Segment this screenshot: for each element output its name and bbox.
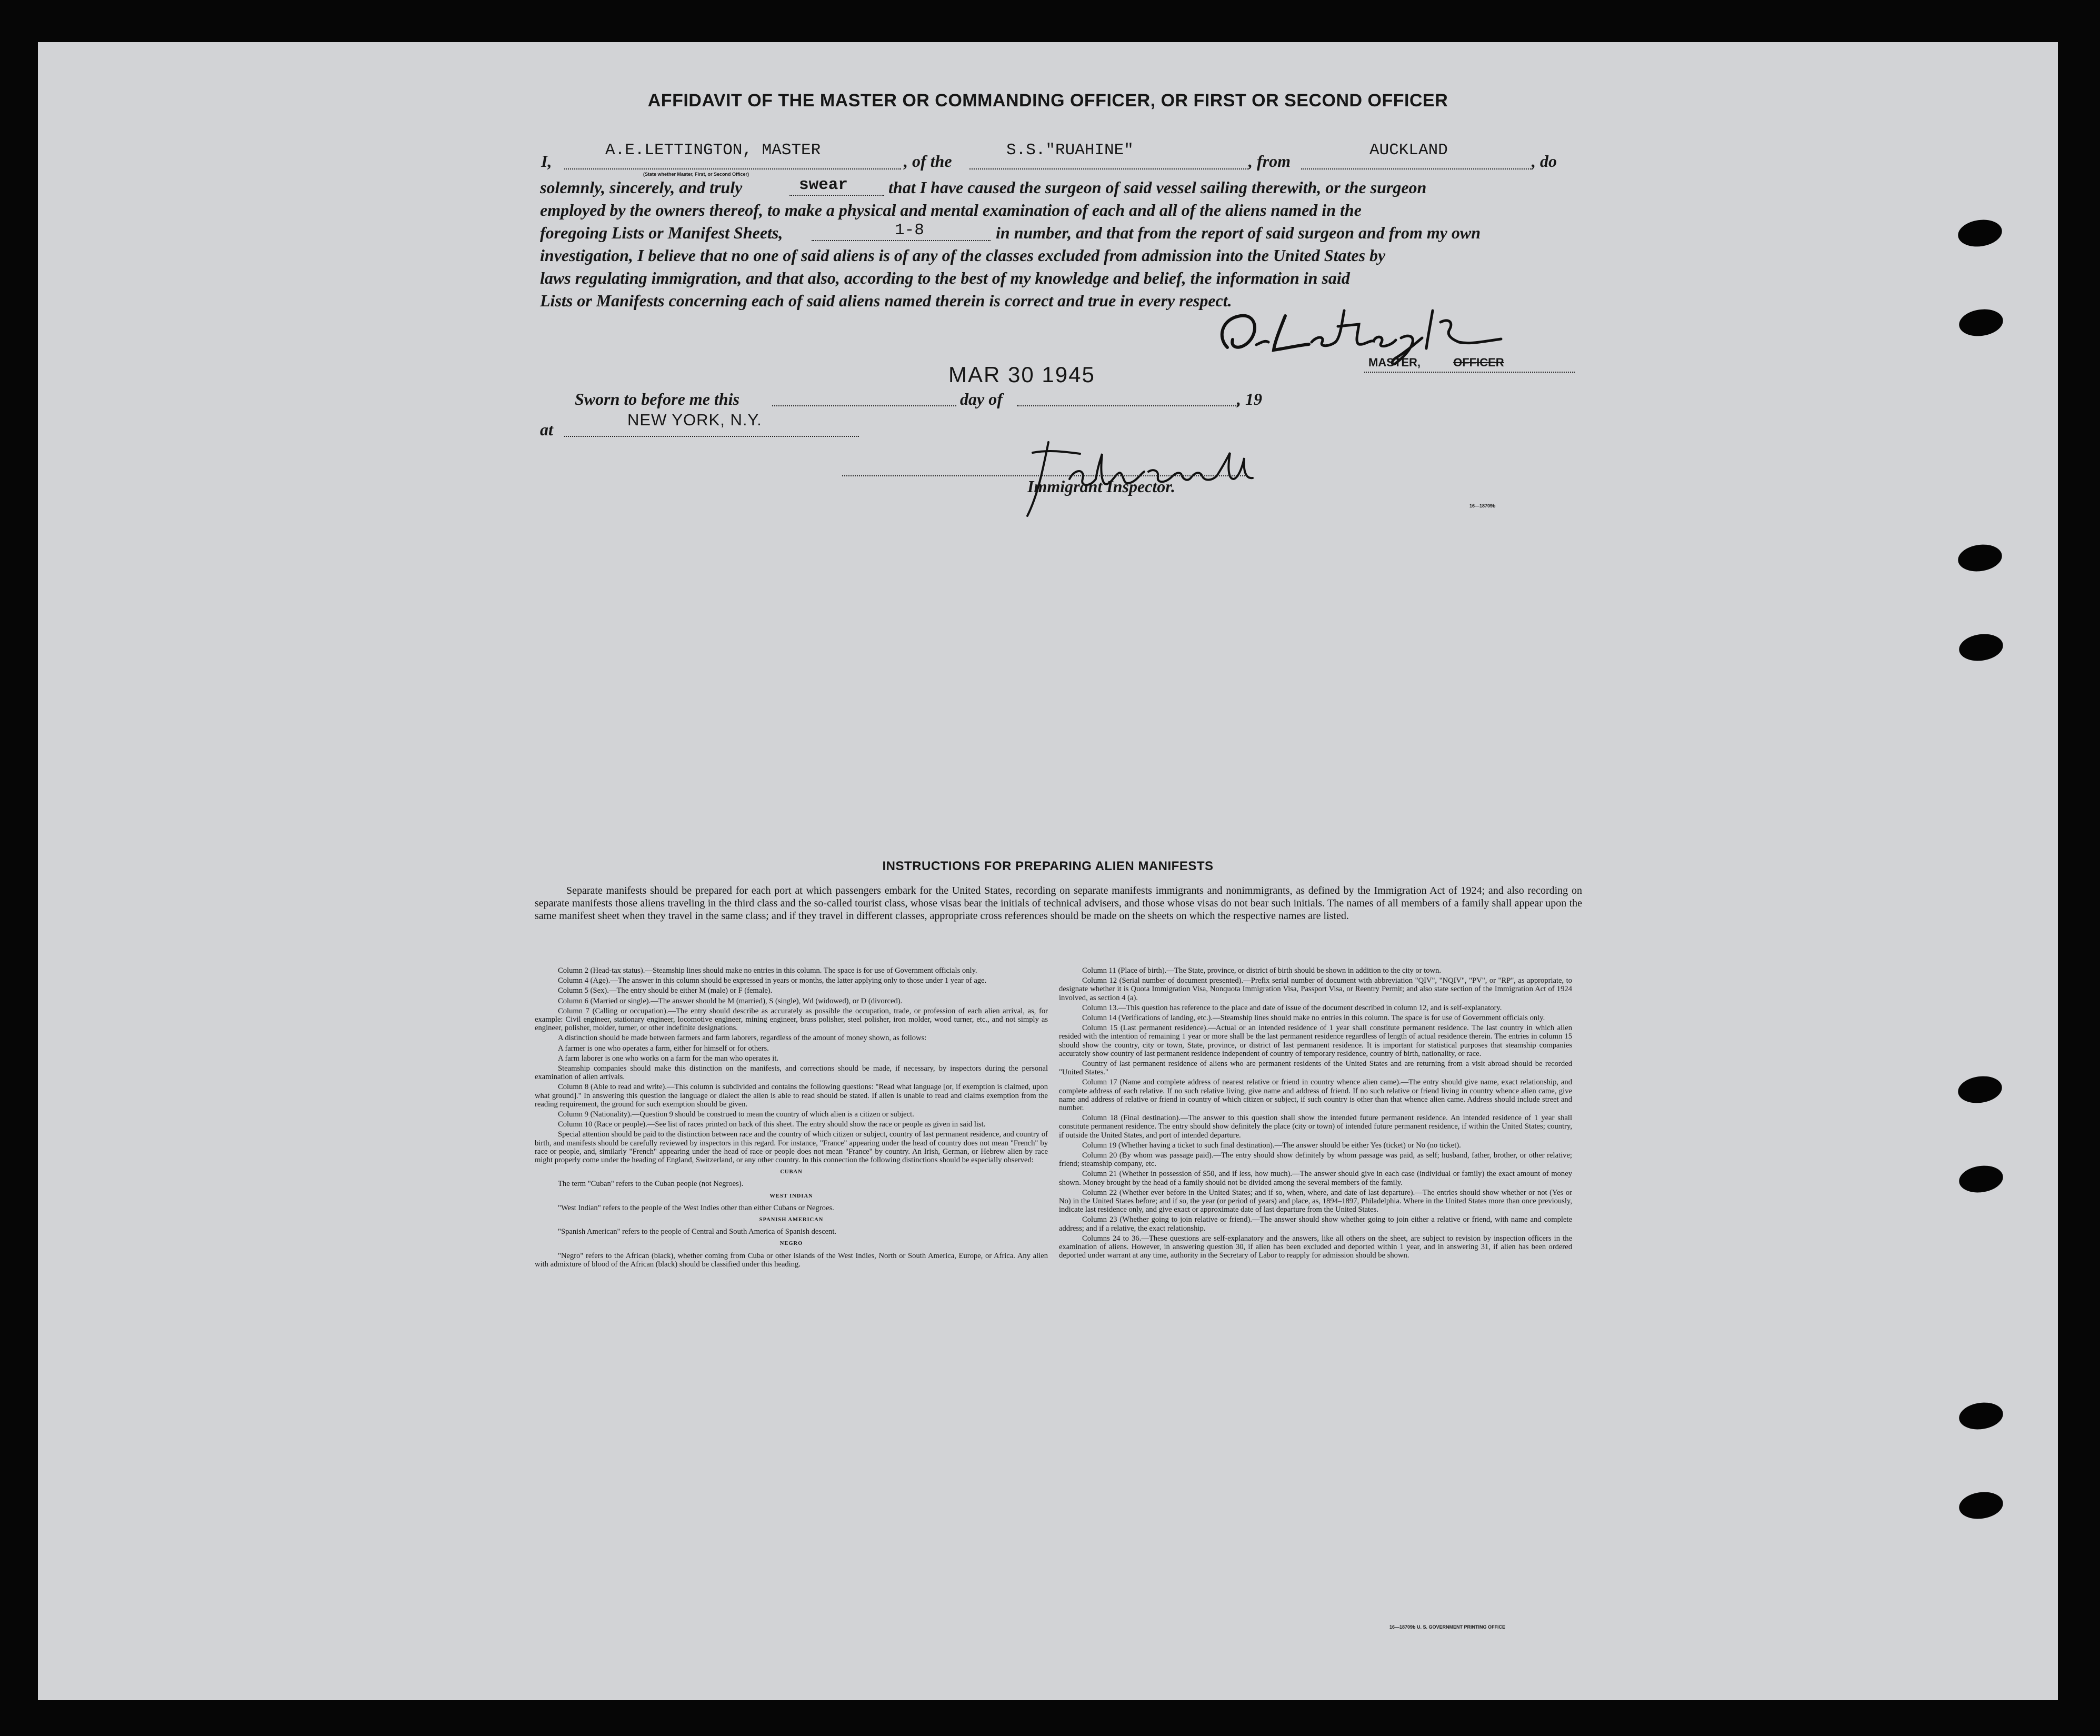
master-caption: MASTER, xyxy=(1368,356,1421,369)
officer-name-line xyxy=(564,168,901,169)
officer-name: A.E.LETTINGTON, MASTER xyxy=(605,141,821,159)
instructions-intro: Separate manifests should be prepared for each port at which passengers embark for the United States, recording on separate manifests immigrants and nonimmigrants, as defined by the Immigration Act of 1924; and also recording on separate manifests those aliens traveling in the third class and the so-called tourist class, whose visas bear the initials of technical advisers, and those whose visas do not bear such initials. The names of all members of a family shall appear upon the same manifest sheet when they travel in the same class; and if they travel in different classes, appropriate cross references should be made on the sheets on which the respective names are listed. xyxy=(535,885,1582,922)
instruction-col10: Column 10 (Race or people).—See list of races printed on back of this sheet. The entry should show the race or people as given in said list. xyxy=(558,1120,986,1129)
instruction-col23: Column 23 (Whether going to join relative or friend).—The answer should show whether going to join either a relative or friend, with name and complete address; and if a relative, the exact relationship. xyxy=(1059,1215,1572,1233)
sworn-day-line xyxy=(772,405,956,406)
place-line xyxy=(564,436,859,437)
binder-hole xyxy=(1956,217,2004,249)
affidavit-line7: Lists or Manifests concerning each of said aliens named therein is correct and true in every respect. xyxy=(540,291,1232,310)
from-text: , from xyxy=(1248,152,1291,171)
instruction-col15: Column 15 (Last permanent residence).—Actual or an intended residence of 1 year shall constitute permanent residence. The last country in which alien resided with the intention of remaining 1 year or more shall be the last permanent residence regardless of length of actual residence therein. The entries in column 15 should show the country, city or town, State, province, or district of last permanent residence. It is important for statistical purposes that steamship companies accurately show country of last permanent residence independent of country of temporary residence, country of birth, nationality, or race. xyxy=(1059,1024,1572,1058)
oath-word: swear xyxy=(799,176,848,194)
year-prefix: , 19 xyxy=(1237,390,1262,408)
instruction-steamship-distinction: Steamship companies should make this distinction on the manifests, and corrections should be made, if necessary, by inspectors during the personal examination of alien arrivals. xyxy=(535,1064,1048,1082)
affidavit-line2a: solemnly, sincerely, and truly xyxy=(540,178,743,197)
instruction-col8: Column 8 (Able to read and write).—This column is subdivided and contains the following questions: "Read what language [or, if exemption is claimed, upon what ground]." In answering this question the language or dialect the alien is able to read should be stated. If alien is unable to read and claims exemption from the reading requirement, the ground for such exemption should be given. xyxy=(535,1083,1048,1109)
signature-caption xyxy=(1368,356,1504,370)
inspector-line xyxy=(842,475,1247,476)
instruction-col24-36: Columns 24 to 36.—These questions are self-explanatory and the answers, like all others on the sheet, are subject to revision by inspection officers in the examination of aliens. However, in answering question 30, if alien has been excluded and deported within 1 year, and in answering 31, if alien has been ordered deported under warrant at any time, authority in the Secretary of Labor to reapply for admission should be shown. xyxy=(1059,1234,1572,1260)
instruction-col18: Column 18 (Final destination).—The answer to this question shall show the intended future permanent residence. An intended residence of 1 year shall constitute permanent residence. The entry should show definitely the place (city or town) of intended future permanent residence, if within the United States; country, if outside the United States, and port of intended departure. xyxy=(1059,1114,1572,1140)
affidavit-line3: employed by the owners thereof, to make a physical and mental examination of each and all of the aliens named in the xyxy=(540,201,1362,220)
sheet-count: 1-8 xyxy=(895,221,924,240)
instructions-right-column xyxy=(1059,966,1572,1262)
binder-hole xyxy=(1957,1163,2005,1195)
sheets-line xyxy=(812,240,991,241)
affidavit-title: AFFIDAVIT OF THE MASTER OR COMMANDING OFFICER, OR FIRST OR SECOND OFFICER xyxy=(647,91,1448,111)
affidavit-line2b: that I have caused the surgeon of said vessel sailing therewith, or the surgeon xyxy=(888,178,1427,197)
inspector-signature xyxy=(1006,421,1291,526)
affidavit-line5: investigation, I believe that no one of said aliens is of any of the classes excluded from admission into the United States by xyxy=(540,246,1386,265)
instruction-col6: Column 6 (Married or single).—The answer should be M (married), S (single), Wd (widowed), or D (divorced). xyxy=(558,996,903,1005)
instruction-col12: Column 12 (Serial number of document presented).—Prefix serial number of document with abbreviation "QIV", "NQIV", "PV", or "RP", as appropriate, to designate whether it is Quota Immigration Visa, Nonquota Immigration Visa, Passport Visa, or Reentry Permit; and also state section of the Immigration Act of 1924 involved, as section 4 (a). xyxy=(1059,976,1572,1002)
departure-port: AUCKLAND xyxy=(1369,141,1448,159)
day-of-text: day of xyxy=(960,390,1003,408)
instruction-farm-laborer: A farm laborer is one who works on a farm for the man who operates it. xyxy=(558,1054,779,1063)
west-indian-definition: "West Indian" refers to the people of the West Indies other than either Cubans or Negroes. xyxy=(558,1203,834,1212)
instruction-farm-distinction: A distinction should be made between farmers and farm laborers, regardless of the amount of money shown, as follows: xyxy=(558,1034,927,1043)
sworn-place-stamp: NEW YORK, N.Y. xyxy=(627,411,762,429)
instructions-title: INSTRUCTIONS FOR PREPARING ALIEN MANIFESTS xyxy=(882,859,1214,873)
instructions-left-column xyxy=(535,966,1048,1270)
instruction-col4: Column 4 (Age).—The answer in this column should be expressed in years or months, the latter applying only to those under 1 year of age. xyxy=(558,976,987,985)
binder-hole xyxy=(1956,1073,2004,1105)
instruction-col21: Column 21 (Whether in possession of $50, and if less, how much).—The answer should give in each case (individual or family) the exact amount of money shown. Money brought by the head of a family should not be divided among the several members of the family. xyxy=(1059,1170,1572,1187)
negro-heading: NEGRO xyxy=(779,1241,803,1247)
affidavit-line6: laws regulating immigration, and that also, according to the best of my knowledge and belief, the information in said xyxy=(540,268,1350,287)
spanish-american-heading: SPANISH AMERICAN xyxy=(759,1217,824,1223)
sworn-text: Sworn to before me this xyxy=(575,390,739,408)
spanish-american-definition: "Spanish American" refers to the people of Central and South America of Spanish descent. xyxy=(558,1228,837,1236)
sworn-month-line xyxy=(1017,405,1238,406)
instruction-col7: Column 7 (Calling or occupation).—The entry should describe as accurately as possible the occupation, trade, or profession of each alien arrival, as, for example: Civil engineer, stationary engineer, locomotive engineer, mining engineer, brass polisher, steel polisher, iron molder, wood turner, etc., and not simply as engineer, polisher, molder, turner, or other indefinite designations. xyxy=(535,1006,1048,1033)
at-text: at xyxy=(540,420,553,439)
binder-hole xyxy=(1957,306,2005,338)
binder-hole xyxy=(1957,631,2005,663)
instruction-col9: Column 9 (Nationality).—Question 9 should be construed to mean the country of which alien is a citizen or subject. xyxy=(558,1110,914,1119)
west-indian-heading: WEST INDIAN xyxy=(769,1193,813,1199)
instruction-col22: Column 22 (Whether ever before in the United States; and if so, when, where, and date of last departure).—The entries should show whether or not (Yes or No) in the United States before; and if so, the year (or period of years) and place, as, 1894–1897, Philadelphia. Where in the United States more than once previously, indicate last residence only, and give exact or approximate date of last departure from the United States. xyxy=(1059,1188,1572,1214)
instruction-col17: Column 17 (Name and complete address of nearest relative or friend in country whence alien came).—The entry should give name, exact relationship, and complete address of each relative. If no such relative living, give name and address of friend. If no such relative or friend living in country whence alien came, give name and address of relative or friend in country of which citizen or subject, if such country is other than that whence alien came. Address should include street and number. xyxy=(1059,1078,1572,1113)
form-code: 16—18709b xyxy=(1469,503,1496,508)
instruction-col14: Column 14 (Verifications of landing, etc.).—Steamship lines should make no entries in this column. The space is for use of Government officials only. xyxy=(1082,1014,1545,1023)
binder-hole xyxy=(1957,1400,2005,1432)
do-text: , do xyxy=(1532,152,1557,171)
vessel-name: S.S."RUAHINE" xyxy=(1006,141,1134,159)
instruction-country-residence: Country of last permanent residence of aliens who are permanent residents of the United States and are returning from a visit abroad should be recorded "United States." xyxy=(1059,1060,1572,1077)
vessel-line xyxy=(969,168,1248,169)
sworn-date-stamp: MAR 30 1945 xyxy=(948,362,1095,387)
officer-caption: (State whether Master, First, or Second Officer) xyxy=(643,172,749,177)
affidavit-line4a: foregoing Lists or Manifest Sheets, xyxy=(540,223,783,242)
port-line xyxy=(1301,168,1533,169)
instruction-col5: Column 5 (Sex).—The entry should be either M (male) or F (female). xyxy=(558,986,773,995)
binder-hole xyxy=(1957,1489,2005,1521)
instruction-col19: Column 19 (Whether having a ticket to such final destination).—The answer should be either Yes (ticket) or No (no ticket). xyxy=(1082,1141,1461,1150)
binder-hole xyxy=(1956,542,2004,574)
instruction-race-note: Special attention should be paid to the distinction between race and the country of which citizen or subject, country of last permanent residence, and country of birth, and manifests should be carefully reviewed by inspectors in this regard. For instance, "France" appearing under the head of country does not mean "French" by race or people, and, similarly "French" appearing under the head of race or people does not mean "France" by country. An Irish, German, or Hebrew alien by race might properly come under the heading of England, Switzerland, or any other country. In this connection the following distinctions should be especially observed: xyxy=(535,1130,1048,1165)
printing-office-footer: 16—18709b U. S. GOVERNMENT PRINTING OFFICE xyxy=(1389,1624,1506,1630)
instruction-farmer: A farmer is one who operates a farm, either for himself or for others. xyxy=(558,1044,769,1053)
officer-caption-struck: OFFICER xyxy=(1453,356,1504,369)
negro-definition: "Negro" refers to the African (black), whether coming from Cuba or other islands of the West Indies, North or South America, Europe, or Africa. Any alien with admixture of blood of the African (black) should be classified under this heading. xyxy=(535,1251,1048,1269)
signature-line xyxy=(1364,372,1575,373)
cuban-heading: CUBAN xyxy=(780,1169,803,1175)
affidavit-i: I, xyxy=(541,152,552,171)
cuban-definition: The term "Cuban" refers to the Cuban people (not Negroes). xyxy=(558,1180,744,1189)
instruction-col11: Column 11 (Place of birth).—The State, province, or district of birth should be shown in addition to the city or town. xyxy=(1082,966,1442,975)
manifest-sheet xyxy=(38,42,2058,1700)
instruction-col2: Column 2 (Head-tax status).—Steamship lines should make no entries in this column. The space is for use of Government officials only. xyxy=(558,966,977,975)
oath-line xyxy=(789,195,884,196)
of-the-text: , of the xyxy=(904,152,952,171)
inspector-caption: Immigrant Inspector. xyxy=(1027,477,1175,496)
affidavit-line4b: in number, and that from the report of said surgeon and from my own xyxy=(996,223,1481,242)
instruction-col20: Column 20 (By whom was passage paid).—The entry should show definitely by whom passage was paid, as self; husband, father, brother, or other relative; friend; steamship company, etc. xyxy=(1059,1151,1572,1169)
instruction-col13: Column 13.—This question has reference to the place and date of issue of the document described in column 12, and is self-explanatory. xyxy=(1082,1003,1502,1012)
